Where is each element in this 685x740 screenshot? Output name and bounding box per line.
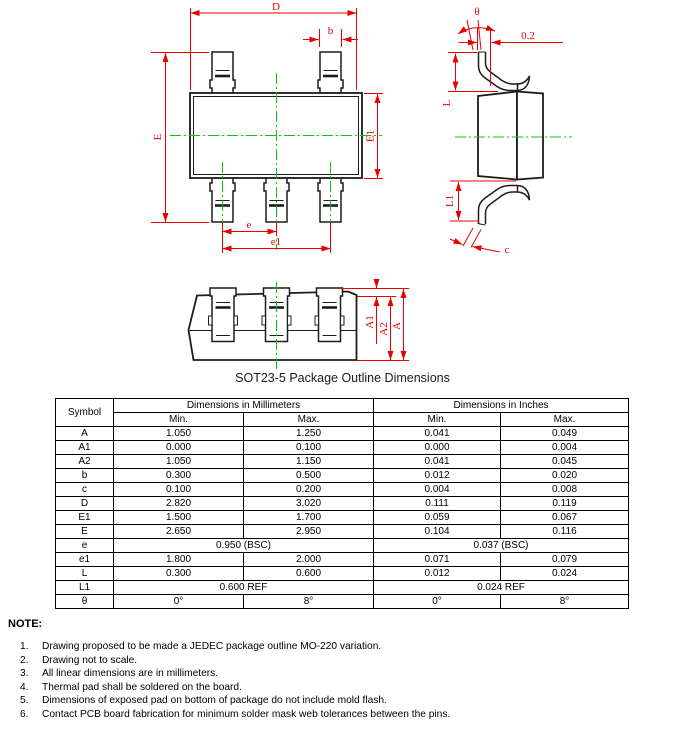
note-number: 2. (20, 654, 29, 666)
header-symbol: Symbol (56, 399, 114, 427)
header-inch-min: Min. (374, 413, 501, 427)
note-item (20, 667, 670, 681)
table-cell: 0.100 (244, 441, 374, 455)
table-cell: 1.800 (114, 553, 244, 567)
top-view (151, 1, 383, 253)
dim-label-e1: e1 (270, 236, 282, 248)
table-cell: 0.037 (BSC) (374, 539, 629, 553)
table-cell: L (56, 567, 114, 581)
dim-label-L: L (441, 99, 453, 107)
table-cell: L1 (56, 581, 114, 595)
side-view (441, 6, 572, 256)
table-cell: 0.600 (244, 567, 374, 581)
table-cell: 1.050 (114, 455, 244, 469)
table-header-row (56, 399, 629, 413)
table-cell: 8° (244, 595, 374, 609)
drawing-title: SOT23-5 Package Outline Dimensions (235, 371, 450, 385)
table-cell: 2.820 (114, 497, 244, 511)
table-cell: b (56, 469, 114, 483)
table-header-row (56, 413, 629, 427)
table-cell: 1.050 (114, 427, 244, 441)
dim-label-L1: L1 (444, 194, 456, 208)
note-number: 6. (20, 708, 29, 720)
table-row (56, 525, 629, 539)
table-cell: 0.111 (374, 497, 501, 511)
dimension-theta (458, 6, 495, 50)
table-cell: A1 (56, 441, 114, 455)
dim-label-A1: A1 (364, 315, 376, 329)
dimensions-table (55, 398, 629, 609)
dimension-L1 (444, 181, 516, 221)
table-cell: 0.104 (374, 525, 501, 539)
gull-wing-lead (479, 52, 530, 91)
table-cell: 0° (114, 595, 244, 609)
note-number: 3. (20, 668, 29, 680)
table-cell: 0.500 (244, 469, 374, 483)
table-cell: 0.059 (374, 511, 501, 525)
front-lead (209, 288, 238, 342)
table-cell: 8° (501, 595, 629, 609)
table-cell: A2 (56, 455, 114, 469)
table-row (56, 511, 629, 525)
table-cell: 0.004 (374, 483, 501, 497)
table-cell: 0.200 (244, 483, 374, 497)
dim-label-A2: A2 (378, 322, 390, 336)
table-cell: 0.950 (BSC) (114, 539, 374, 553)
note-item (20, 640, 670, 654)
table-cell: E (56, 525, 114, 539)
note-item (20, 654, 670, 668)
note-text: All linear dimensions are in millimeters. (42, 668, 219, 680)
table-cell: 0.024 REF (374, 581, 629, 595)
table-cell: 1.150 (244, 455, 374, 469)
note-item (20, 694, 670, 708)
dimension-offset (459, 28, 563, 86)
note-item (20, 708, 670, 722)
note-text: Dimensions of exposed pad on bottom of package do not include mold flash. (42, 695, 387, 707)
header-mm: Dimensions in Millimeters (114, 399, 374, 413)
table-cell: 1.700 (244, 511, 374, 525)
table-cell: 1.500 (114, 511, 244, 525)
table-row (56, 595, 629, 609)
table-cell: 2.650 (114, 525, 244, 539)
table-cell: c (56, 483, 114, 497)
note-text: Drawing not to scale. (42, 654, 138, 666)
table-cell: 0.079 (501, 553, 629, 567)
table-row (56, 483, 629, 497)
table-cell: 0.600 REF (114, 581, 374, 595)
dim-label-E1: E1 (364, 129, 377, 143)
table-row (56, 567, 629, 581)
table-row (56, 469, 629, 483)
dimension-e (223, 219, 331, 253)
note-text: Thermal pad shall be soldered on the board. (42, 681, 242, 693)
notes-heading: NOTE: (8, 618, 43, 630)
note-number: 4. (20, 681, 29, 693)
table-cell: 0.041 (374, 455, 501, 469)
table-cell: 0.300 (114, 469, 244, 483)
table-row (56, 497, 629, 511)
dimension-b (303, 25, 358, 47)
table-cell: 0° (374, 595, 501, 609)
table-cell: 0.049 (501, 427, 629, 441)
table-row (56, 455, 629, 469)
package-pin (210, 52, 343, 93)
dim-label-E: E (152, 133, 164, 141)
header-mm-max: Max. (244, 413, 374, 427)
table-cell: 0.024 (501, 567, 629, 581)
table-row (56, 441, 629, 455)
dim-label-A: A (391, 322, 403, 330)
table-cell: A (56, 427, 114, 441)
table-cell: 0.119 (501, 497, 629, 511)
note-text: Drawing proposed to be made a JEDEC package outline MO-220 variation. (42, 641, 382, 652)
front-lead (315, 288, 344, 342)
table-cell: 0.000 (374, 441, 501, 455)
table-cell: 0.004 (501, 441, 629, 455)
table-cell: 0.020 (501, 469, 629, 483)
table-row (56, 553, 629, 567)
table-cell: 0.100 (114, 483, 244, 497)
dim-label-c: c (504, 244, 510, 256)
dim-label-e: e (246, 219, 252, 231)
header-inch-max: Max. (501, 413, 629, 427)
table-cell: 1.250 (244, 427, 374, 441)
table-cell: 2.950 (244, 525, 374, 539)
dimension-A (391, 289, 404, 360)
package-body-side (478, 92, 543, 180)
table-cell: E1 (56, 511, 114, 525)
dimension-c (450, 228, 510, 256)
note-number: 1. (20, 641, 29, 652)
table-row (56, 581, 629, 595)
table-cell: e1 (56, 553, 114, 567)
table-cell: 3.020 (244, 497, 374, 511)
note-item (20, 681, 670, 695)
table-cell: 0.067 (501, 511, 629, 525)
table-cell: 0.045 (501, 455, 629, 469)
dim-label-offset: 0.2 (521, 30, 535, 42)
table-cell: 0.008 (501, 483, 629, 497)
note-text: Contact PCB board fabrication for minimum solder mask web tolerances between the pins. (42, 708, 451, 720)
header-inch: Dimensions in Inches (374, 399, 629, 413)
dim-label-b: b (327, 25, 334, 37)
table-cell: e (56, 539, 114, 553)
table-cell: D (56, 497, 114, 511)
dim-label-D: D (272, 1, 280, 13)
table-cell: 0.012 (374, 469, 501, 483)
dim-label-theta: θ (474, 6, 480, 18)
table-cell: 0.041 (374, 427, 501, 441)
table-cell: θ (56, 595, 114, 609)
notes-list (20, 640, 670, 722)
table-cell: 0.071 (374, 553, 501, 567)
table-cell: 2.000 (244, 553, 374, 567)
table-row (56, 539, 629, 553)
gull-wing-lead (478, 186, 530, 226)
front-view (189, 279, 410, 372)
note-number: 5. (20, 695, 29, 707)
table-cell: 0.300 (114, 567, 244, 581)
table-cell: 0.000 (114, 441, 244, 455)
table-row (56, 427, 629, 441)
table-cell: 0.116 (501, 525, 629, 539)
header-mm-min: Min. (114, 413, 244, 427)
table-cell: 0.012 (374, 567, 501, 581)
